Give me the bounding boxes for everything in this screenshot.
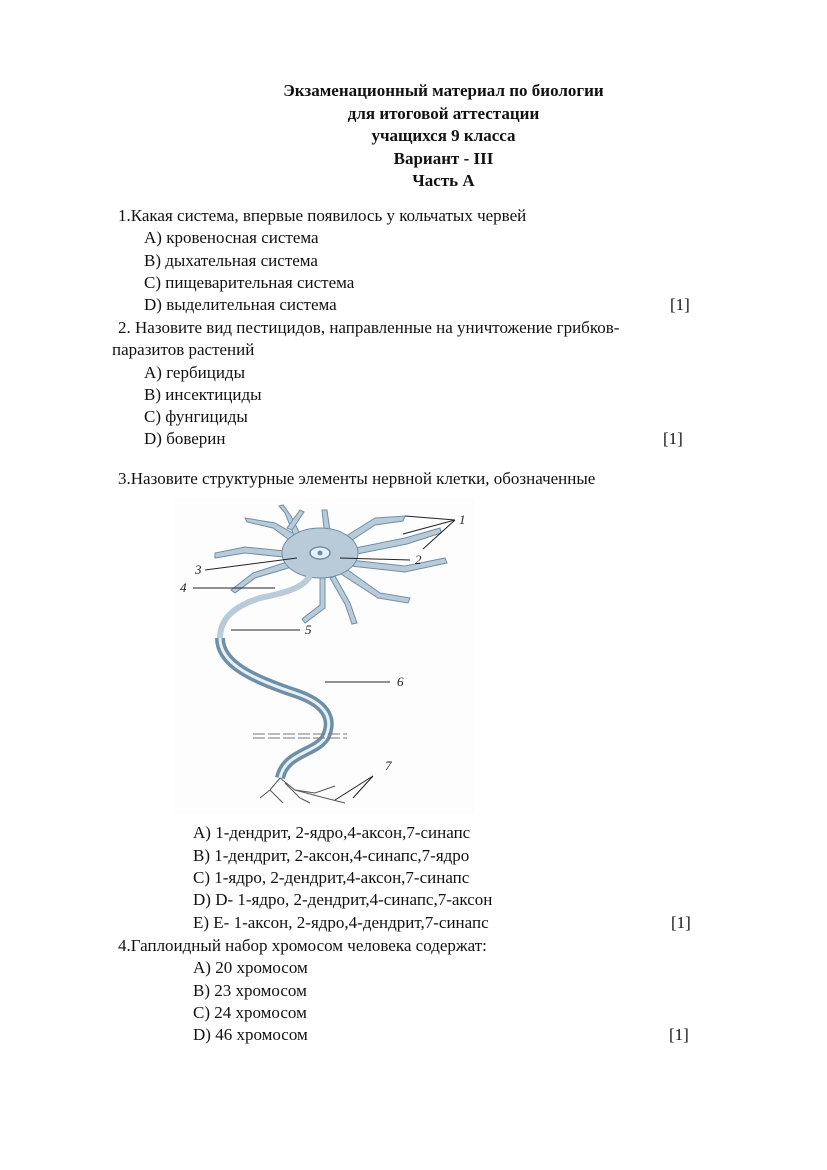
header-line-purpose: для итоговой аттестации <box>347 103 540 123</box>
question-3-mark: [1] <box>671 913 691 932</box>
question-2-mark: [1] <box>663 429 683 448</box>
question-2-text-line-2: паразитов растений <box>112 340 255 359</box>
question-4-text: 4.Гаплоидный набор хромосом человека содержат: <box>118 936 487 955</box>
header-line-grade: учащихся 9 класса <box>371 126 516 145</box>
question-3-text: 3.Назовите структурные элементы нервной клетки, обозначенные <box>118 469 596 488</box>
neuron-label-1: 1 <box>459 512 466 527</box>
header-line-part: Часть А <box>412 171 475 190</box>
question-2-option-d: D) боверин <box>144 429 226 448</box>
question-1-option-c: C) пищеварительная система <box>144 273 355 292</box>
question-2-option-b: B) инсектициды <box>144 385 262 404</box>
neuron-label-6: 6 <box>397 674 404 689</box>
neuron-label-4: 4 <box>180 580 187 595</box>
question-4-option-d: D) 46 хромосом <box>193 1025 308 1044</box>
question-1-option-d: D) выделительная система <box>144 295 337 314</box>
question-3-option-e: E) E- 1-аксон, 2-ядро,4-дендрит,7-синапс <box>193 913 489 932</box>
question-3-option-b: B) 1-дендрит, 2-аксон,4-синапс,7-ядро <box>193 846 470 865</box>
exam-header <box>0 80 827 193</box>
neuron-diagram <box>175 498 475 813</box>
neuron-label-3: 3 <box>195 562 202 577</box>
question-4-option-c: C) 24 хромосом <box>193 1003 307 1022</box>
question-4-option-a: A) 20 хромосом <box>193 958 308 977</box>
question-1-mark: [1] <box>670 295 690 314</box>
question-2-option-c: C) фунгициды <box>144 407 248 426</box>
header-line-subject: Экзаменационный материал по биологии <box>283 81 604 100</box>
question-3-option-c: C) 1-ядро, 2-дендрит,4-аксон,7-синапс <box>193 868 470 887</box>
neuron-label-7: 7 <box>385 758 392 773</box>
question-4-option-b: B) 23 хромосом <box>193 981 307 1000</box>
question-1-option-b: B) дыхательная система <box>144 251 318 270</box>
header-line-variant: Вариант - III <box>393 148 494 168</box>
question-2-option-a: A) гербициды <box>144 363 245 382</box>
question-2-text-line-1: 2. Назовите вид пестицидов, направленные на уничтожение грибков- <box>118 318 620 337</box>
question-1-option-a: A) кровеносная система <box>144 228 319 247</box>
neuron-label-2: 2 <box>415 552 422 567</box>
question-3-option-d: D) D- 1-ядро, 2-дендрит,4-синапс,7-аксон <box>193 890 493 909</box>
nucleolus <box>318 551 323 556</box>
question-3-option-a: A) 1-дендрит, 2-ядро,4-аксон,7-синапс <box>193 823 471 842</box>
question-4-mark: [1] <box>669 1025 689 1044</box>
question-1-text: 1.Какая система, впервые появилось у кольчатых червей <box>118 206 527 225</box>
neuron-label-5: 5 <box>305 622 312 637</box>
